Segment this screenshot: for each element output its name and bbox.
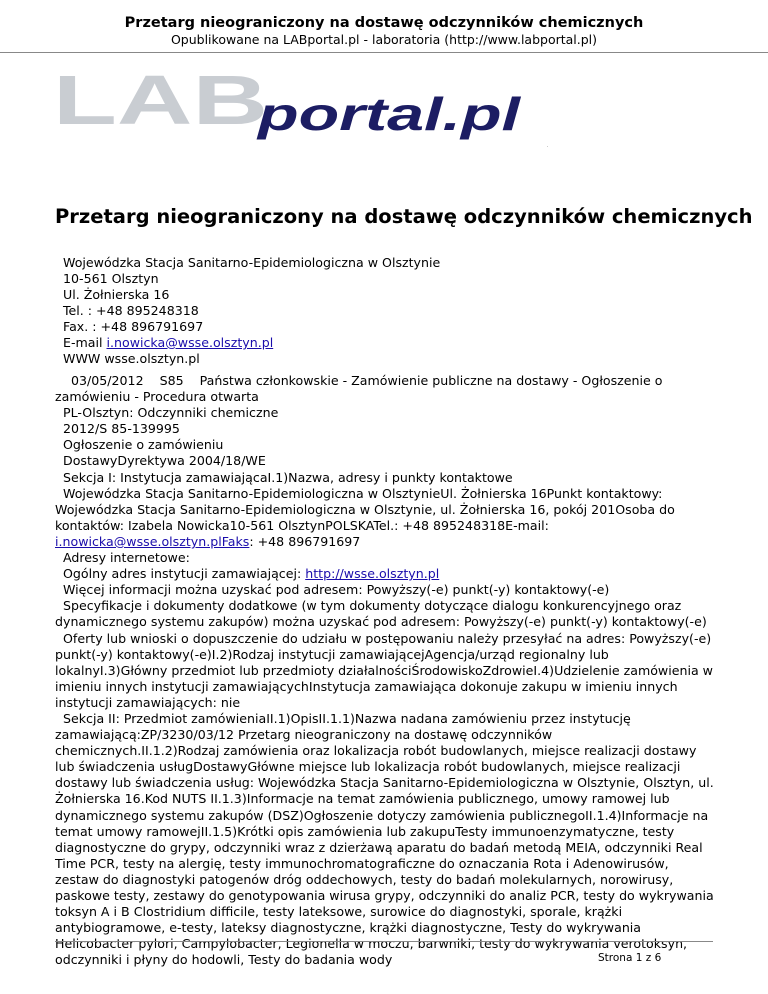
header-subtitle: Opublikowane na LABportal.pl - laboratoria (http://www.labportal.pl) [170,32,598,47]
notice-specifications: Specyfikacje i dokumenty dodatkowe (w tym dokumenty dotyczące dialogu konkurencyjnego oraz dynamicznego systemu zakupów) można uzyskać pod adresem: Powyższy(-e) punkt(-y) kontaktowy(-e) [55,598,707,630]
logo-dot [547,146,548,147]
contact-email-row [63,335,440,351]
notice-contact-paragraph [55,486,715,550]
notice-date-line: 03/05/2012 S85 Państwa członkowskie - Zamówienie publiczne na dostawy - Ogłoszenie o zamówieniu - Procedura otwarta [55,373,667,405]
notice-contact-email-link[interactable]: i.nowicka@wsse.olsztyn.plFaks [55,533,250,549]
contact-postal: 10-561 Olsztyn [63,271,159,286]
notice-body [55,373,715,968]
contact-email-label: E-mail [63,335,107,350]
labportal-logo [53,72,523,142]
notice-general-link[interactable]: http://wsse.olsztyn.pl [305,566,440,582]
notice-section-1: Sekcja I: Instytucja zamawiającaI.1)Nazwa, adresy i punkty kontaktowe [63,469,513,485]
notice-directive: DostawyDyrektywa 2004/18/WE [63,453,266,469]
contact-org: Wojewódzka Stacja Sanitarno-Epidemiologiczna w Olsztynie [63,255,441,270]
header-title: Przetarg nieograniczony na dostawę odczynników chemicznych [124,15,644,31]
document-header [0,14,768,48]
notice-reference: 2012/S 85-139995 [63,421,180,437]
contact-email-link[interactable]: i.nowicka@wsse.olsztyn.pl [106,335,274,350]
notice-type: Ogłoszenie o zamówieniu [63,437,224,453]
contact-tel: Tel. : +48 895248318 [63,303,199,318]
footer-divider [55,941,713,942]
notice-section-2: Sekcja II: Przedmiot zamówieniaII.1)OpisII.1.1)Nazwa nadana zamówieniu przez instytucję zamawiającą:ZP/3230/03/12 Przetarg nieograniczony na dostawę odczynników chemicznych.II.1.2)Rodzaj zamówienia oraz lokalizacja robót budowlanych, miejsce realizacji dostawy lub świadczenia usługDostawyGłówne miejsce lub lokalizacja robót budowlanych, miejsce realizacji dostawy lub świadczenia usług: Wojewódzka Stacja Sanitarno-Epidemiologiczna w Olsztynie, Olsztyn, ul. Żołnierska 16.Kod NUTS II.1.3)Informacje na temat zamówienia publicznego, umowy ramowej lub dynamicznego systemu zakupów (DSZ)Ogłoszenie dotyczy zamówienia publicznegoII.1.4)Informacje na temat umowy ramowejII.1.5)Krótki opis zamówienia lub zakupuTesty immunoenzymatyczne, testy diagnostyczne do grypy, odczynniki wraz z dzierżawą aparatu do badań metodą MEIA, odczynniki Real Time PCR, testy na alergię, testy immunochromatograficzne do oznaczania Rota i Adenowirusów, zestaw do diagnostyki patogenów dróg oddechowych, testy do badań molekularnych, norowirusy, paskowe testy, zestawy do genotypowania wirusa grypy, odczynniki do analiz PCR, testy do wykrywania toksyn A i B Clostridium difficile, testy lateksowe, surowice do diagnostyki, sporale, krążki antybiogramowe, e-testy, lateksy diagnostyczne, krążki diagnostyczne, Testy do wykrywania Helicobacter pylori, Campylobacter, Legionella w moczu, barwniki, testy do wykrywania verotoksyn, odczynniki i płyny do hodowli, Testy do badania wody [55,710,714,968]
notice-general-label: Ogólny adres instytucji zamawiającej: [63,566,306,582]
notice-offers: Oferty lub wnioski o dopuszczenie do udziału w postępowaniu należy przesyłać na adres: Powyższy(-e) punkt(-y) kontaktowy(-e)I.2)Rodzaj instytucji zamawiającejAgencja/urząd regionalny lub lokalnyI.3)Główny przedmiot lub przedmioty działalnościŚrodowiskoZdrowieI.4)Udzielenie zamówienia w imieniu innych instytucji zamawiającychInstytucja zamawiająca dokonuje zakupu w imieniu innych instytucji zamawiających: nie [55,630,713,710]
notice-more-info: Więcej informacji można uzyskać pod adresem: Powyższy(-e) punkt(-y) kontaktowy(-e) [63,582,610,598]
notice-general-address [55,566,715,582]
notice-contact-fax: : +48 896791697 [249,533,361,549]
notice-addresses-heading: Adresy internetowe: [63,550,190,566]
notice-place: PL-Olsztyn: Odczynniki chemiczne [63,405,279,421]
page-title: Przetarg nieograniczony na dostawę odczynników chemicznych [55,205,753,228]
logo-lab-text: LAB [53,72,268,139]
contact-street: Ul. Żołnierska 16 [63,287,170,302]
contact-www: WWW wsse.olsztyn.pl [63,351,200,366]
contact-fax: Fax. : +48 896791697 [63,319,204,334]
header-divider [0,52,768,53]
contact-block [63,255,440,367]
notice-contact-text: Wojewódzka Stacja Sanitarno-Epidemiologiczna w OlsztynieUl. Żołnierska 16Punkt kontaktowy: Wojewódzka Stacja Sanitarno-Epidemiologiczna w Olsztynie, ul. Żołnierska 16, pokój 201Osoba do kontaktów: Izabela Nowicka10-561 OlsztynPOLSKATel.: +48 895248318E-mail: [55,485,675,533]
page-number: Strona 1 z 6 [598,952,662,964]
logo-portal-text: portal.pl [255,88,522,140]
